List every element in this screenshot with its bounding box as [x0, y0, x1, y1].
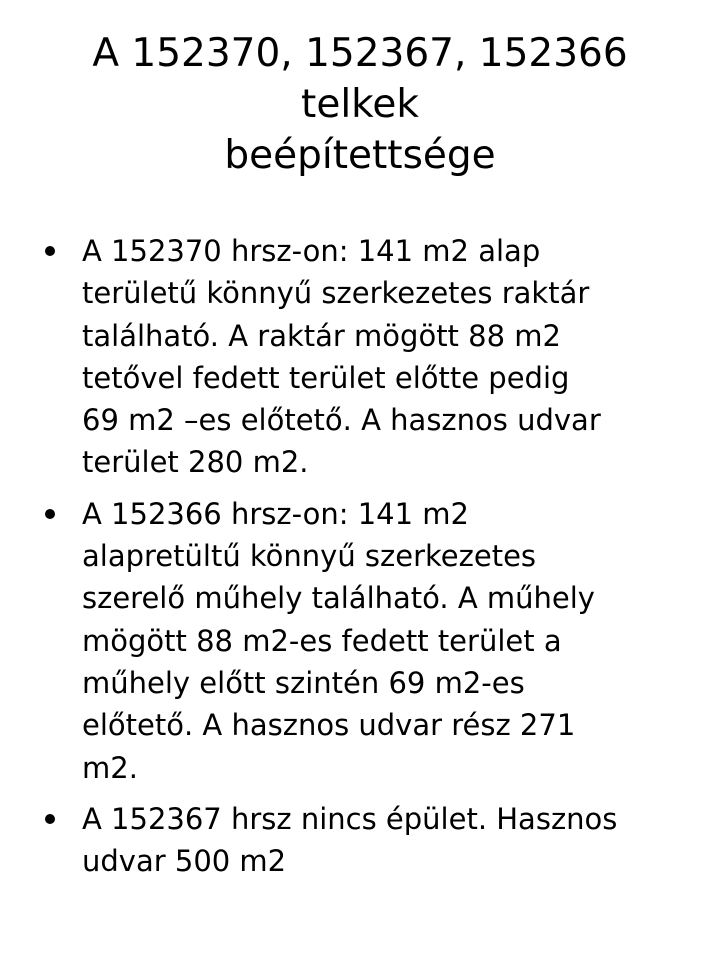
bullet-line: terület 280 m2. [82, 445, 309, 480]
bullet-line: előtető. A hasznos udvar rész 271 [82, 708, 576, 743]
bullet-line: tetővel fedett terület előtte pedig [82, 360, 570, 395]
bullet-line: területű könnyű szerkezetes raktár [82, 276, 590, 311]
bullet-dot-icon [45, 814, 55, 824]
bullet-line: alapretültű könnyű szerkezetes [82, 539, 537, 574]
title-line: A 152370, 152367, 152366 [92, 31, 628, 76]
bullet-line: A 152370 hrsz-on: 141 m2 alap [82, 234, 541, 268]
title-line: beépítettsége [224, 133, 496, 178]
slide-title [0, 28, 720, 181]
bullet-line: A 152366 hrsz-on: 141 m2 [82, 496, 469, 531]
bullet-item [36, 230, 696, 484]
bullet-line: 69 m2 –es előtető. A hasznos udvar [82, 403, 601, 438]
bullet-list [36, 230, 696, 891]
bullet-text [82, 493, 696, 789]
bullet-item [36, 493, 696, 789]
bullet-line: A 152367 hrsz nincs épület. Hasznos [82, 801, 618, 836]
bullet-line: található. A raktár mögött 88 m2 [82, 318, 561, 353]
bullet-line: szerelő műhely található. A műhely [82, 581, 595, 616]
bullet-text [82, 230, 696, 484]
bullet-dot-icon [45, 509, 55, 519]
bullet-line: műhely előtt szintén 69 m2-es [82, 665, 525, 700]
bullet-text [82, 798, 696, 883]
title-line: telkek [301, 82, 419, 127]
bullet-dot-icon [45, 246, 55, 256]
bullet-item [36, 798, 696, 883]
bullet-line: mögött 88 m2-es fedett terület a [82, 623, 562, 658]
bullet-line: m2. [82, 750, 138, 785]
bullet-line: udvar 500 m2 [82, 844, 287, 879]
